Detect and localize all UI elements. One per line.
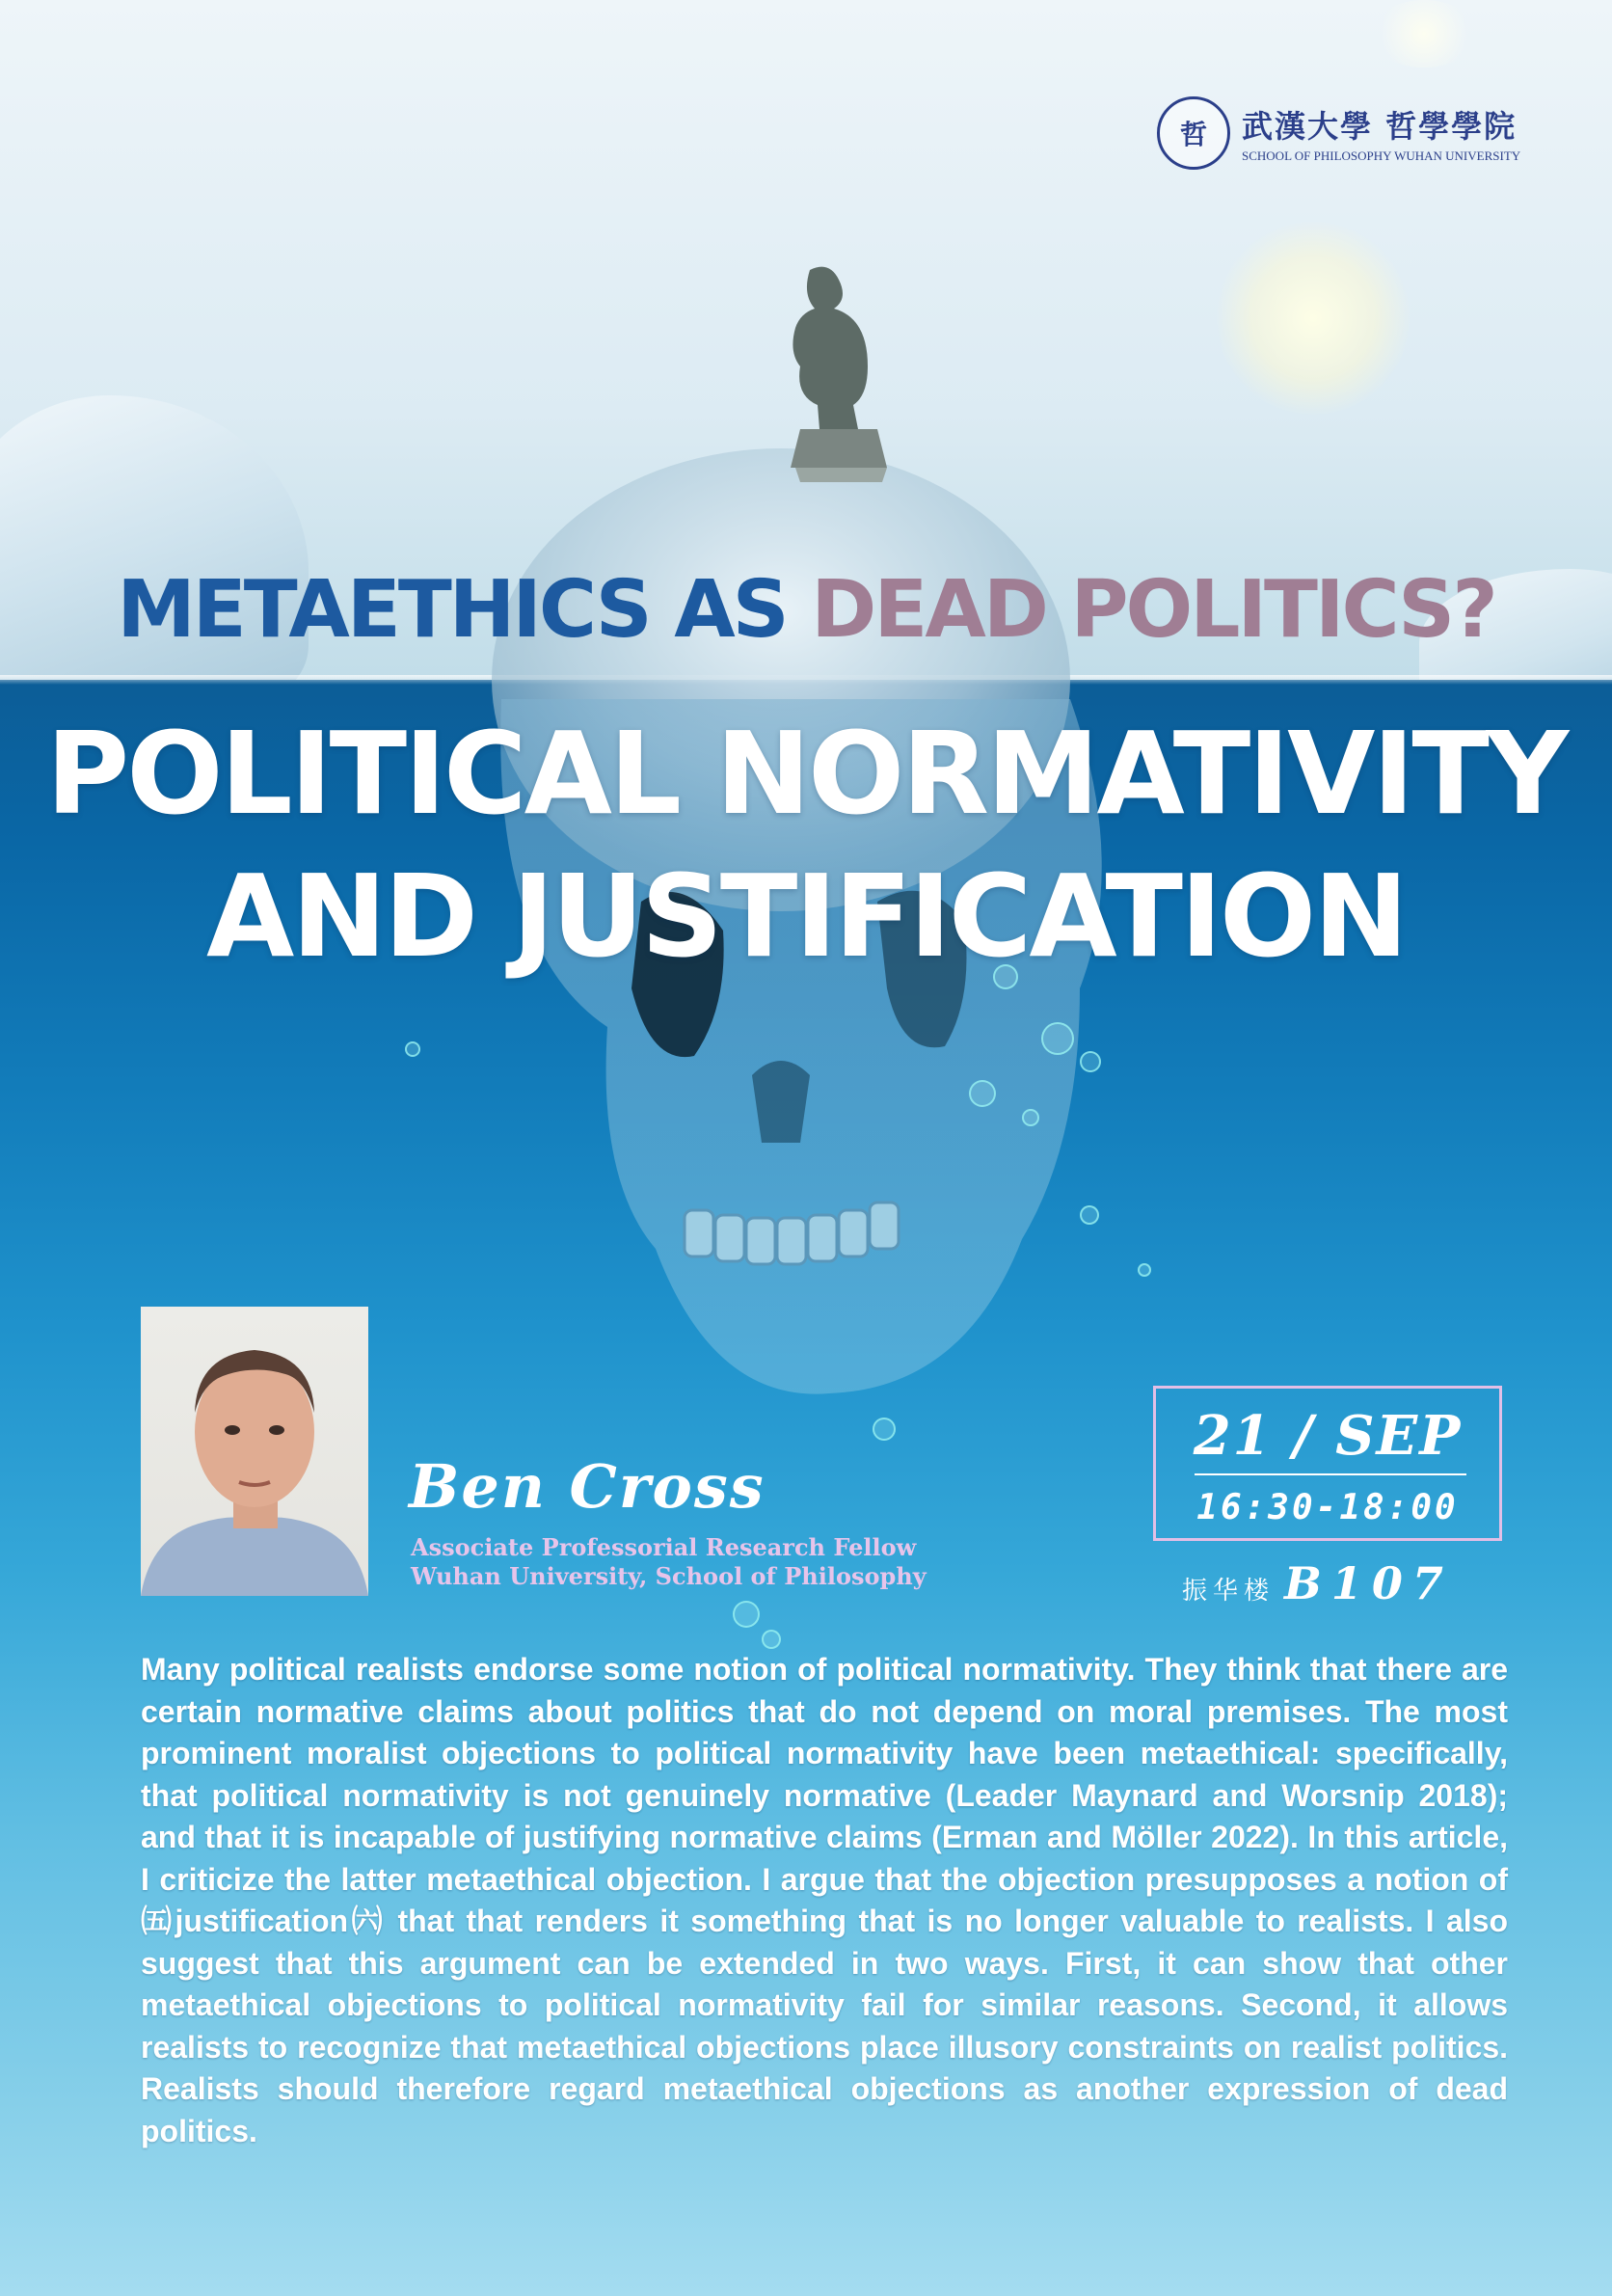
speaker-role-line-1: Associate Professorial Research Fellow — [411, 1533, 917, 1561]
speaker-name: Ben Cross — [409, 1451, 766, 1522]
bubble — [762, 1630, 781, 1649]
title-kicker — [0, 564, 1612, 656]
page-title — [0, 702, 1612, 987]
bubble — [733, 1601, 760, 1628]
bubble — [405, 1041, 420, 1057]
logo-name-cn: 武漢大學 哲學學院 — [1242, 108, 1518, 145]
title-line-2: AND JUSTIFICATION — [206, 850, 1406, 983]
bubble — [969, 1080, 996, 1107]
speaker-photo — [141, 1307, 368, 1596]
bubble — [993, 964, 1018, 989]
iceberg-left — [0, 395, 309, 704]
thinker-statue-icon — [742, 260, 926, 482]
school-logo — [1157, 96, 1520, 170]
logo-text — [1242, 102, 1520, 164]
venue-room: B107 — [1284, 1557, 1453, 1609]
speaker-role-line-2: Wuhan University, School of Philosophy — [411, 1562, 927, 1590]
bubble — [1138, 1263, 1151, 1277]
event-datetime-box — [1153, 1386, 1502, 1541]
logo-name-en: SCHOOL OF PHILOSOPHY WUHAN UNIVERSITY — [1242, 149, 1521, 163]
abstract-text: Many political realists endorse some notion of political normativity. They think that there are certain normative claims about politics that do not depend on moral premises. The most prominent moralist objections to political normativity have been metaethical: specifically, that political normativity is not genuinely normative (Leader Maynard and Worsnip 2018); and that it is incapable of justifying normative claims (Erman and Möller 2022). In this article, I criticize the latter metaethical objection. I argue that the objection presupposes a notion of ㈤justification㈥ that that renders it something that is no longer valuable to realists. I also suggest that this argument can be extended in two ways. First, it can show that other metaethical objections to political normativity fail for similar reasons. Second, it allows realists to recognize that metaethical objections place illusory constraints on realist politics. Realists should therefore regard metaethical objections as another expression of dead politics. — [141, 1652, 1508, 2148]
title-line-1: POLITICAL NORMATIVITY — [45, 707, 1567, 840]
date-divider — [1195, 1473, 1466, 1475]
bubble — [1041, 1022, 1074, 1055]
bubble — [1022, 1109, 1039, 1126]
bubble — [1080, 1205, 1099, 1225]
speaker-affiliation — [411, 1533, 927, 1591]
sun-glare-small — [1371, 0, 1477, 68]
bubble — [1080, 1051, 1101, 1072]
venue-building: 振华楼 — [1182, 1577, 1276, 1606]
title-part-2: DEAD POLITICS? — [811, 564, 1495, 656]
speaker-portrait — [141, 1307, 368, 1596]
event-date: 21 / SEP — [1193, 1404, 1463, 1468]
event-venue — [1182, 1557, 1453, 1609]
wuhan-university-seal-icon: 哲 — [1157, 96, 1230, 170]
sun-glare — [1217, 222, 1410, 415]
bubble — [873, 1418, 896, 1441]
title-part-1: METAETHICS AS — [117, 564, 812, 656]
event-time: 16:30-18:00 — [1196, 1488, 1459, 1527]
